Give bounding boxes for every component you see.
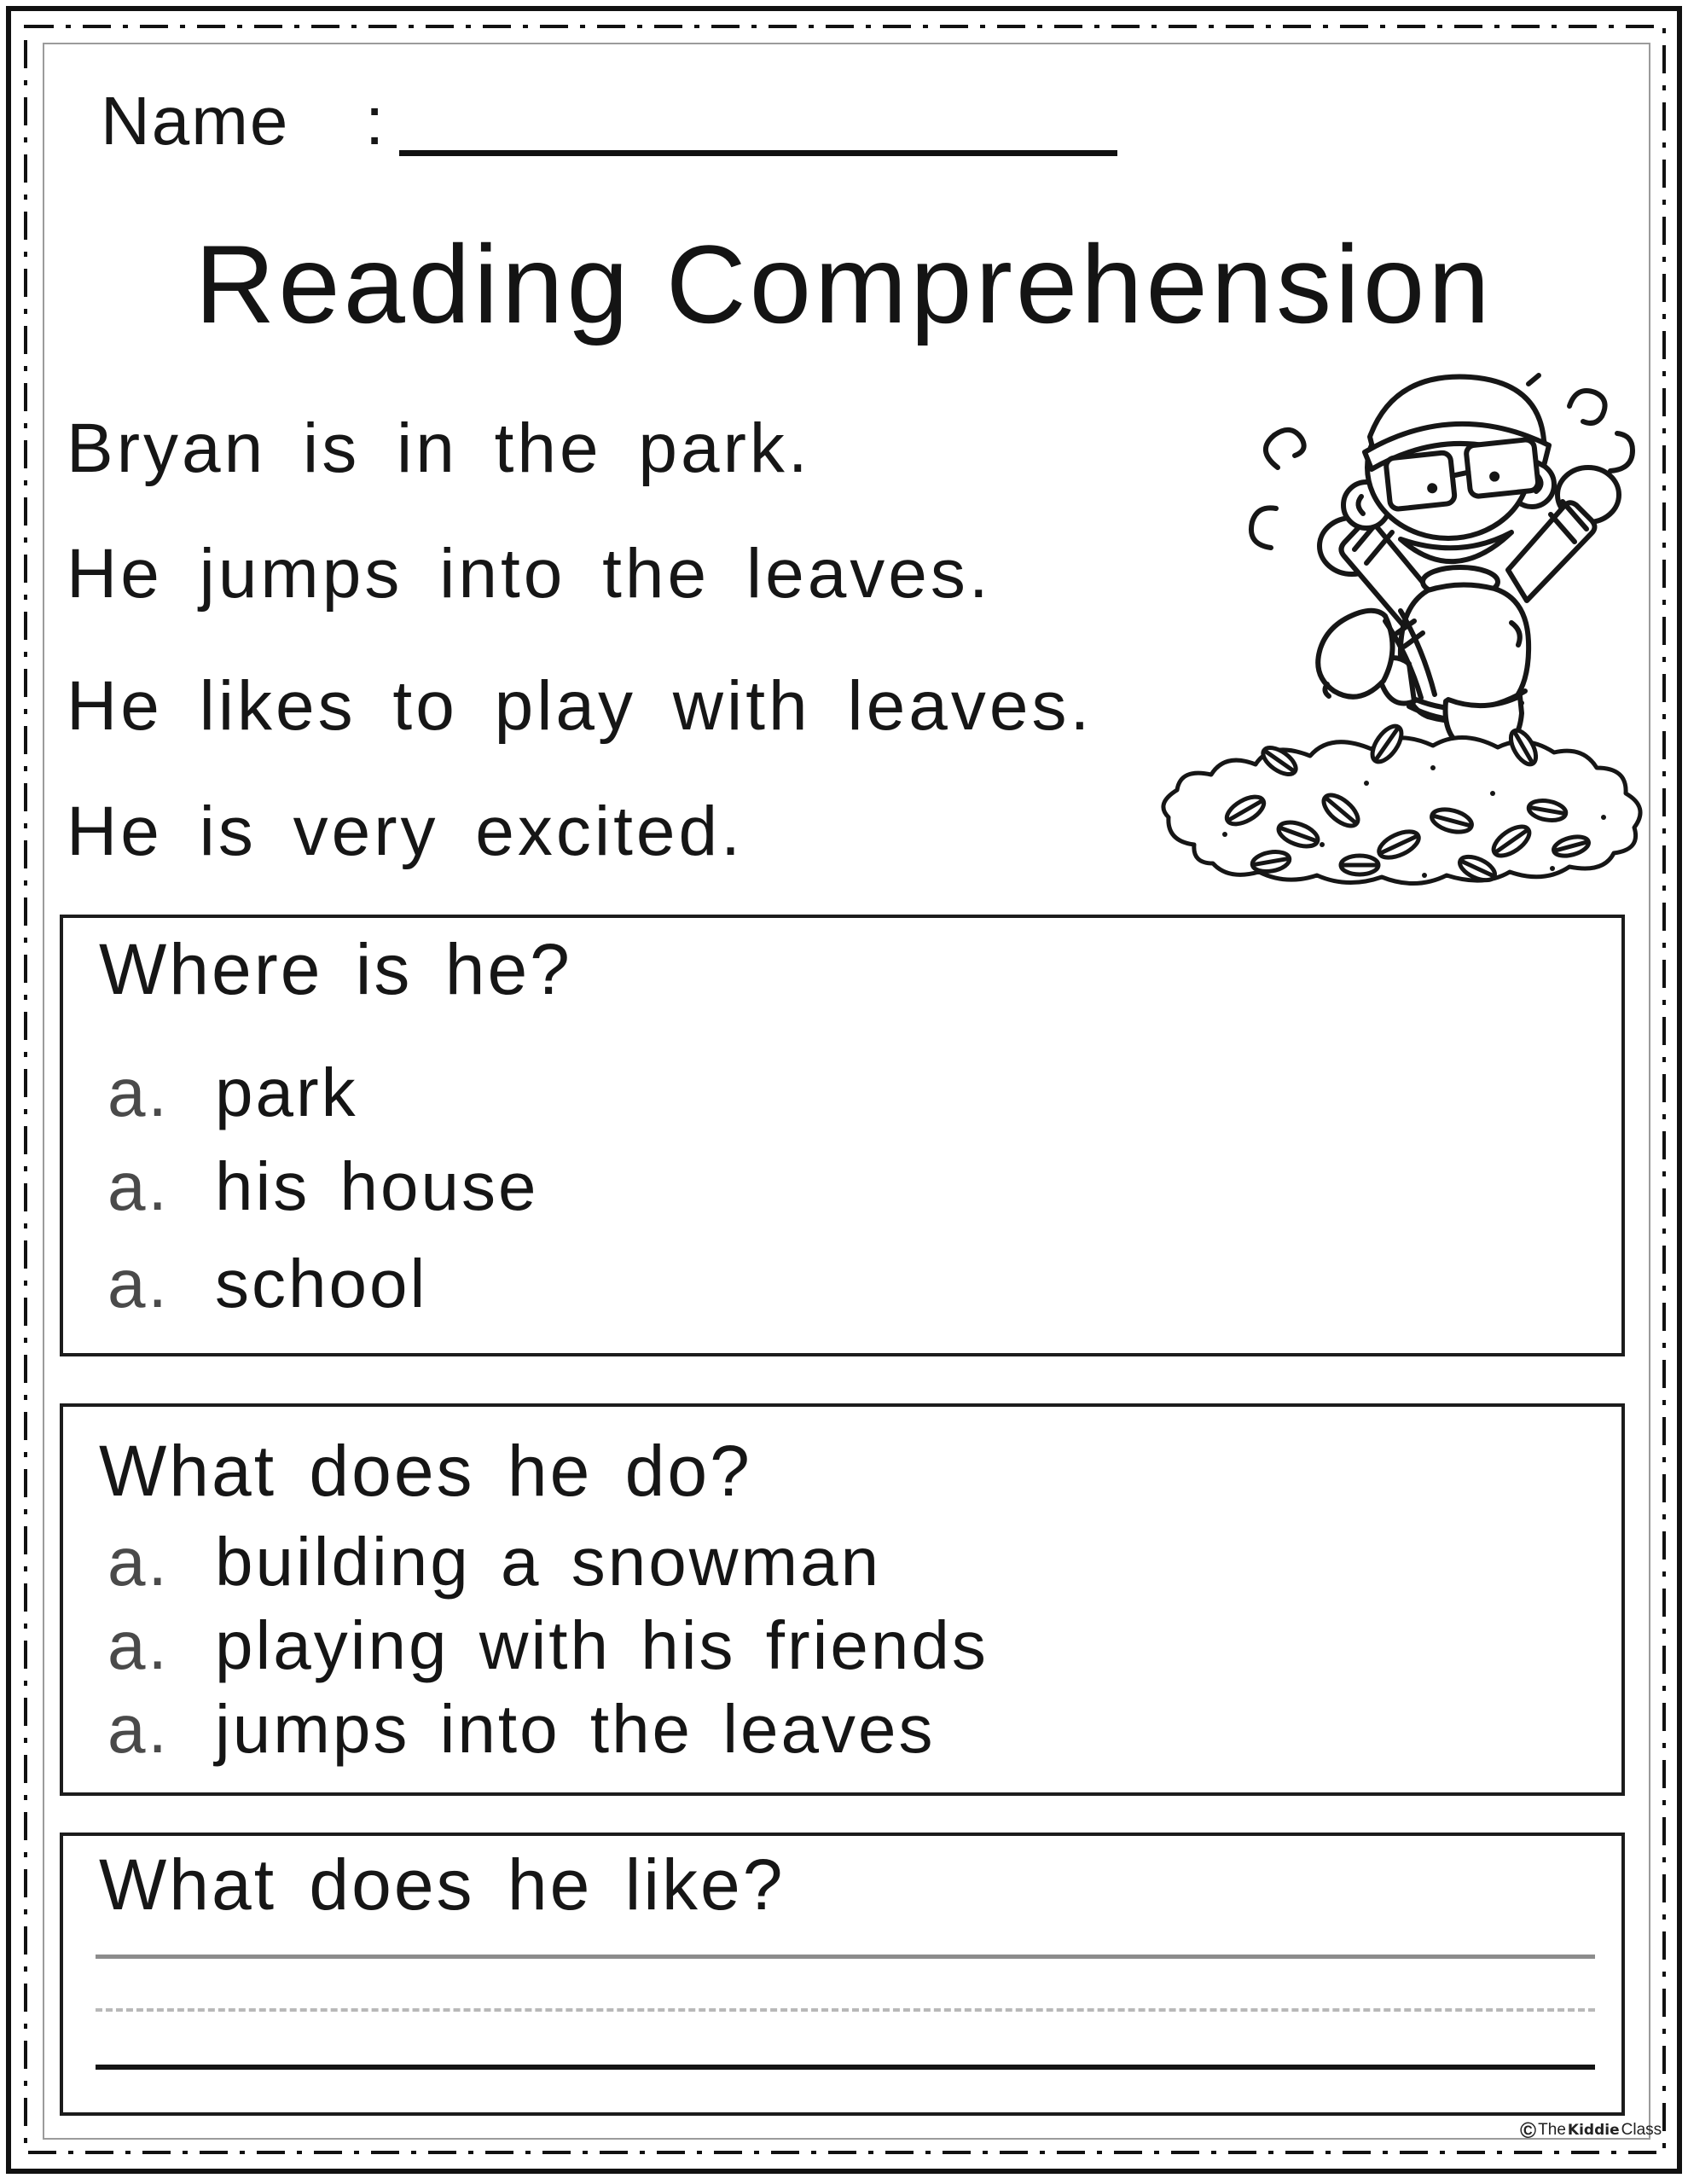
answer-write-line-bottom[interactable] [96, 2065, 1595, 2070]
question-1-option-his-house[interactable] [107, 1146, 538, 1228]
copyright-icon: © [1520, 2117, 1537, 2143]
option-bullet: a. [107, 1691, 170, 1767]
option-bullet: a. [107, 1246, 170, 1321]
answer-write-line-middle-dashed[interactable] [96, 2008, 1595, 2012]
option-bullet: a. [107, 1148, 170, 1224]
question-box-1 [60, 915, 1625, 1356]
question-2-option-building-a-snowman[interactable] [107, 1521, 881, 1603]
name-write-line[interactable] [399, 150, 1117, 156]
boy-jumping-into-leaves-icon [1143, 367, 1663, 904]
story-line-2: He jumps into the leaves. [67, 535, 992, 613]
question-box-3 [60, 1833, 1625, 2116]
brand-word-kiddie: Kiddie [1567, 2122, 1620, 2139]
option-bullet: a. [107, 1524, 170, 1600]
option-text: jumps into the leaves [215, 1691, 936, 1767]
story-line-3: He likes to play with leaves. [67, 667, 1093, 745]
question-1-option-park[interactable] [107, 1052, 358, 1134]
option-text: building a snowman [215, 1524, 882, 1600]
question-2-option-playing-with-his-friends[interactable] [107, 1605, 989, 1687]
story-line-4: He is very excited. [67, 793, 744, 870]
name-colon: : [365, 83, 385, 159]
story-line-1: Bryan is in the park. [67, 410, 811, 487]
leaf-pile-icon [1163, 721, 1640, 885]
question-2-prompt: What does he do? [99, 1431, 752, 1511]
option-bullet: a. [107, 1607, 170, 1683]
option-text: his house [215, 1148, 539, 1224]
answer-write-line-top[interactable] [96, 1955, 1595, 1959]
brand-word-the: The [1538, 2121, 1566, 2139]
question-2-option-jumps-into-the-leaves[interactable] [107, 1688, 936, 1770]
option-bullet: a. [107, 1054, 170, 1130]
question-box-2 [60, 1403, 1625, 1796]
brand-word-class: Class [1621, 2121, 1662, 2139]
page-title: Reading Comprehension [194, 222, 1494, 346]
option-text: playing with his friends [215, 1607, 989, 1683]
brand-logo [1520, 2119, 1662, 2141]
question-1-prompt: Where is he? [99, 929, 572, 1009]
option-text: school [215, 1246, 428, 1321]
question-3-prompt: What does he like? [99, 1844, 786, 1925]
question-1-option-school[interactable] [107, 1243, 427, 1325]
option-text: park [215, 1054, 358, 1130]
name-label: Name [101, 83, 290, 159]
